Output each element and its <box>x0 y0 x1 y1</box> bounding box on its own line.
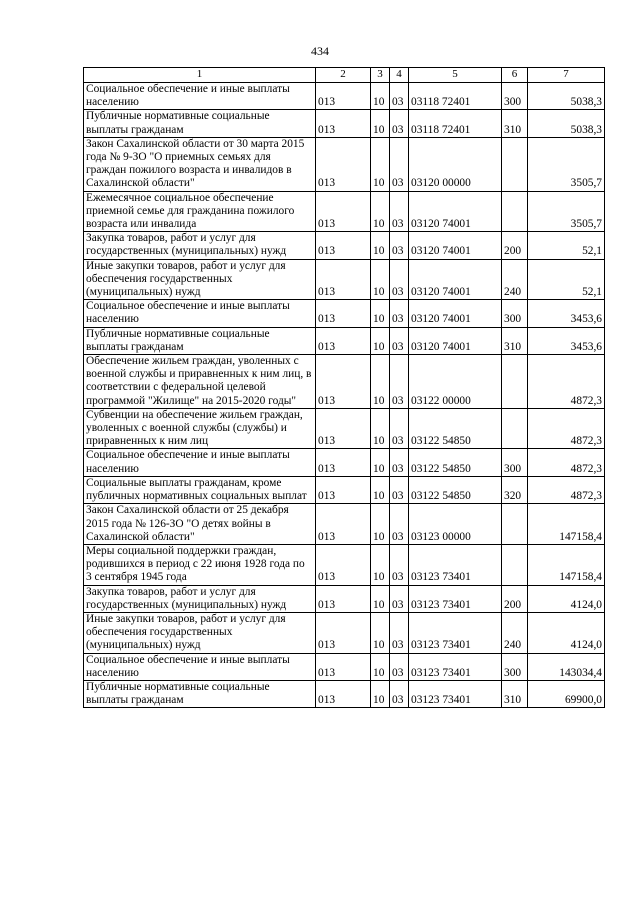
row-name: Иные закупки товаров, работ и услуг для обеспечения государственных (муниципальных) нужд <box>84 259 316 300</box>
row-name: Социальное обеспечение и иные выплаты населению <box>84 449 316 476</box>
section-code: 10 <box>371 544 390 585</box>
row-name: Закон Сахалинской области от 30 марта 2015 года № 9-ЗО "О приемных семьях для граждан пожилого возраста и инвалидов в Сахалинской области" <box>84 137 316 191</box>
target-article-code: 03118 72401 <box>409 110 502 137</box>
amount: 52,1 <box>528 232 605 259</box>
row-name: Социальное обеспечение и иные выплаты населению <box>84 300 316 327</box>
row-name: Закупка товаров, работ и услуг для государственных (муниципальных) нужд <box>84 585 316 612</box>
expense-type-code <box>502 408 528 449</box>
target-article-code: 03123 73401 <box>409 653 502 680</box>
page-number: 434 <box>311 44 329 58</box>
ministry-code: 013 <box>316 408 371 449</box>
target-article-code: 03122 00000 <box>409 355 502 409</box>
table-row <box>84 137 605 191</box>
table-row <box>84 476 605 503</box>
table-row <box>84 327 605 354</box>
section-code: 10 <box>371 653 390 680</box>
subsection-code: 03 <box>390 476 409 503</box>
expense-type-code <box>502 355 528 409</box>
amount: 4872,3 <box>528 476 605 503</box>
row-name: Субвенции на обеспечение жильем граждан, уволенных с военной службы (службы) и приравненных к ним лиц <box>84 408 316 449</box>
ministry-code: 013 <box>316 449 371 476</box>
amount: 143034,4 <box>528 653 605 680</box>
row-name: Социальные выплаты гражданам, кроме публичных нормативных социальных выплат <box>84 476 316 503</box>
row-name: Обеспечение жильем граждан, уволенных с военной службы и приравненных к ним лиц, в соответствии с федеральной целевой программой "Жилище" на 2015-2020 годы" <box>84 355 316 409</box>
ministry-code: 013 <box>316 612 371 653</box>
table-row <box>84 612 605 653</box>
ministry-code: 013 <box>316 259 371 300</box>
target-article-code: 03120 74001 <box>409 232 502 259</box>
target-article-code: 03120 74001 <box>409 259 502 300</box>
row-name: Закупка товаров, работ и услуг для государственных (муниципальных) нужд <box>84 232 316 259</box>
table-row <box>84 83 605 110</box>
target-article-code: 03120 00000 <box>409 137 502 191</box>
subsection-code: 03 <box>390 612 409 653</box>
ministry-code: 013 <box>316 191 371 232</box>
expense-type-code: 240 <box>502 259 528 300</box>
amount: 147158,4 <box>528 504 605 545</box>
section-code: 10 <box>371 504 390 545</box>
row-name: Публичные нормативные социальные выплаты гражданам <box>84 680 316 707</box>
amount: 3453,6 <box>528 327 605 354</box>
table-row <box>84 232 605 259</box>
subsection-code: 03 <box>390 585 409 612</box>
table-row <box>84 653 605 680</box>
amount: 4872,3 <box>528 449 605 476</box>
amount: 69900,0 <box>528 680 605 707</box>
subsection-code: 03 <box>390 653 409 680</box>
target-article-code: 03122 54850 <box>409 449 502 476</box>
target-article-code: 03123 73401 <box>409 680 502 707</box>
subsection-code: 03 <box>390 259 409 300</box>
section-code: 10 <box>371 110 390 137</box>
ministry-code: 013 <box>316 83 371 110</box>
expense-type-code: 310 <box>502 327 528 354</box>
subsection-code: 03 <box>390 504 409 545</box>
expense-type-code <box>502 191 528 232</box>
amount: 5038,3 <box>528 110 605 137</box>
expense-type-code: 200 <box>502 585 528 612</box>
ministry-code: 013 <box>316 476 371 503</box>
column-header: 7 <box>528 68 605 83</box>
amount: 3505,7 <box>528 137 605 191</box>
ministry-code: 013 <box>316 327 371 354</box>
section-code: 10 <box>371 83 390 110</box>
column-header: 2 <box>316 68 371 83</box>
amount: 4124,0 <box>528 585 605 612</box>
expense-type-code: 320 <box>502 476 528 503</box>
amount: 4124,0 <box>528 612 605 653</box>
amount: 4872,3 <box>528 408 605 449</box>
section-code: 10 <box>371 449 390 476</box>
row-name: Ежемесячное социальное обеспечение приемной семье для гражданина пожилого возраста или инвалида <box>84 191 316 232</box>
row-name: Закон Сахалинской области от 25 декабря 2015 года № 126-ЗО "О детях войны в Сахалинской области" <box>84 504 316 545</box>
subsection-code: 03 <box>390 137 409 191</box>
subsection-code: 03 <box>390 232 409 259</box>
ministry-code: 013 <box>316 653 371 680</box>
section-code: 10 <box>371 612 390 653</box>
expense-type-code <box>502 137 528 191</box>
subsection-code: 03 <box>390 191 409 232</box>
section-code: 10 <box>371 327 390 354</box>
subsection-code: 03 <box>390 110 409 137</box>
column-header: 1 <box>84 68 316 83</box>
expense-type-code: 310 <box>502 680 528 707</box>
section-code: 10 <box>371 300 390 327</box>
table-row <box>84 300 605 327</box>
amount: 52,1 <box>528 259 605 300</box>
table-row <box>84 544 605 585</box>
target-article-code: 03122 54850 <box>409 476 502 503</box>
target-article-code: 03123 00000 <box>409 504 502 545</box>
row-name: Публичные нормативные социальные выплаты гражданам <box>84 327 316 354</box>
subsection-code: 03 <box>390 327 409 354</box>
subsection-code: 03 <box>390 355 409 409</box>
table-row <box>84 504 605 545</box>
table-row <box>84 449 605 476</box>
row-name: Меры социальной поддержки граждан, родившихся в период с 22 июня 1928 года по 3 сентября 1945 года <box>84 544 316 585</box>
ministry-code: 013 <box>316 300 371 327</box>
subsection-code: 03 <box>390 83 409 110</box>
column-header: 4 <box>390 68 409 83</box>
table-row <box>84 110 605 137</box>
subsection-code: 03 <box>390 408 409 449</box>
row-name: Иные закупки товаров, работ и услуг для обеспечения государственных (муниципальных) нужд <box>84 612 316 653</box>
amount: 3505,7 <box>528 191 605 232</box>
target-article-code: 03122 54850 <box>409 408 502 449</box>
expense-type-code: 240 <box>502 612 528 653</box>
row-name: Социальное обеспечение и иные выплаты населению <box>84 653 316 680</box>
ministry-code: 013 <box>316 355 371 409</box>
section-code: 10 <box>371 355 390 409</box>
amount: 147158,4 <box>528 544 605 585</box>
column-header: 3 <box>371 68 390 83</box>
section-code: 10 <box>371 585 390 612</box>
ministry-code: 013 <box>316 110 371 137</box>
target-article-code: 03123 73401 <box>409 544 502 585</box>
expense-type-code: 300 <box>502 653 528 680</box>
target-article-code: 03123 73401 <box>409 612 502 653</box>
expense-type-code <box>502 544 528 585</box>
expense-type-code: 300 <box>502 449 528 476</box>
subsection-code: 03 <box>390 680 409 707</box>
target-article-code: 03123 73401 <box>409 585 502 612</box>
subsection-code: 03 <box>390 449 409 476</box>
table-row <box>84 191 605 232</box>
expense-type-code: 310 <box>502 110 528 137</box>
table-row <box>84 408 605 449</box>
section-code: 10 <box>371 191 390 232</box>
table-row <box>84 259 605 300</box>
target-article-code: 03120 74001 <box>409 300 502 327</box>
ministry-code: 013 <box>316 585 371 612</box>
ministry-code: 013 <box>316 232 371 259</box>
ministry-code: 013 <box>316 680 371 707</box>
header-row <box>84 68 605 83</box>
table-row <box>84 585 605 612</box>
section-code: 10 <box>371 137 390 191</box>
column-header: 5 <box>409 68 502 83</box>
target-article-code: 03118 72401 <box>409 83 502 110</box>
ministry-code: 013 <box>316 504 371 545</box>
budget-table <box>83 67 605 708</box>
table-row <box>84 680 605 707</box>
expense-type-code: 300 <box>502 300 528 327</box>
section-code: 10 <box>371 232 390 259</box>
expense-type-code: 300 <box>502 83 528 110</box>
expense-type-code <box>502 504 528 545</box>
amount: 4872,3 <box>528 355 605 409</box>
target-article-code: 03120 74001 <box>409 327 502 354</box>
section-code: 10 <box>371 476 390 503</box>
ministry-code: 013 <box>316 137 371 191</box>
section-code: 10 <box>371 408 390 449</box>
target-article-code: 03120 74001 <box>409 191 502 232</box>
ministry-code: 013 <box>316 544 371 585</box>
row-name: Социальное обеспечение и иные выплаты населению <box>84 83 316 110</box>
column-header: 6 <box>502 68 528 83</box>
amount: 3453,6 <box>528 300 605 327</box>
section-code: 10 <box>371 680 390 707</box>
amount: 5038,3 <box>528 83 605 110</box>
subsection-code: 03 <box>390 544 409 585</box>
table-row <box>84 355 605 409</box>
row-name: Публичные нормативные социальные выплаты гражданам <box>84 110 316 137</box>
subsection-code: 03 <box>390 300 409 327</box>
section-code: 10 <box>371 259 390 300</box>
expense-type-code: 200 <box>502 232 528 259</box>
